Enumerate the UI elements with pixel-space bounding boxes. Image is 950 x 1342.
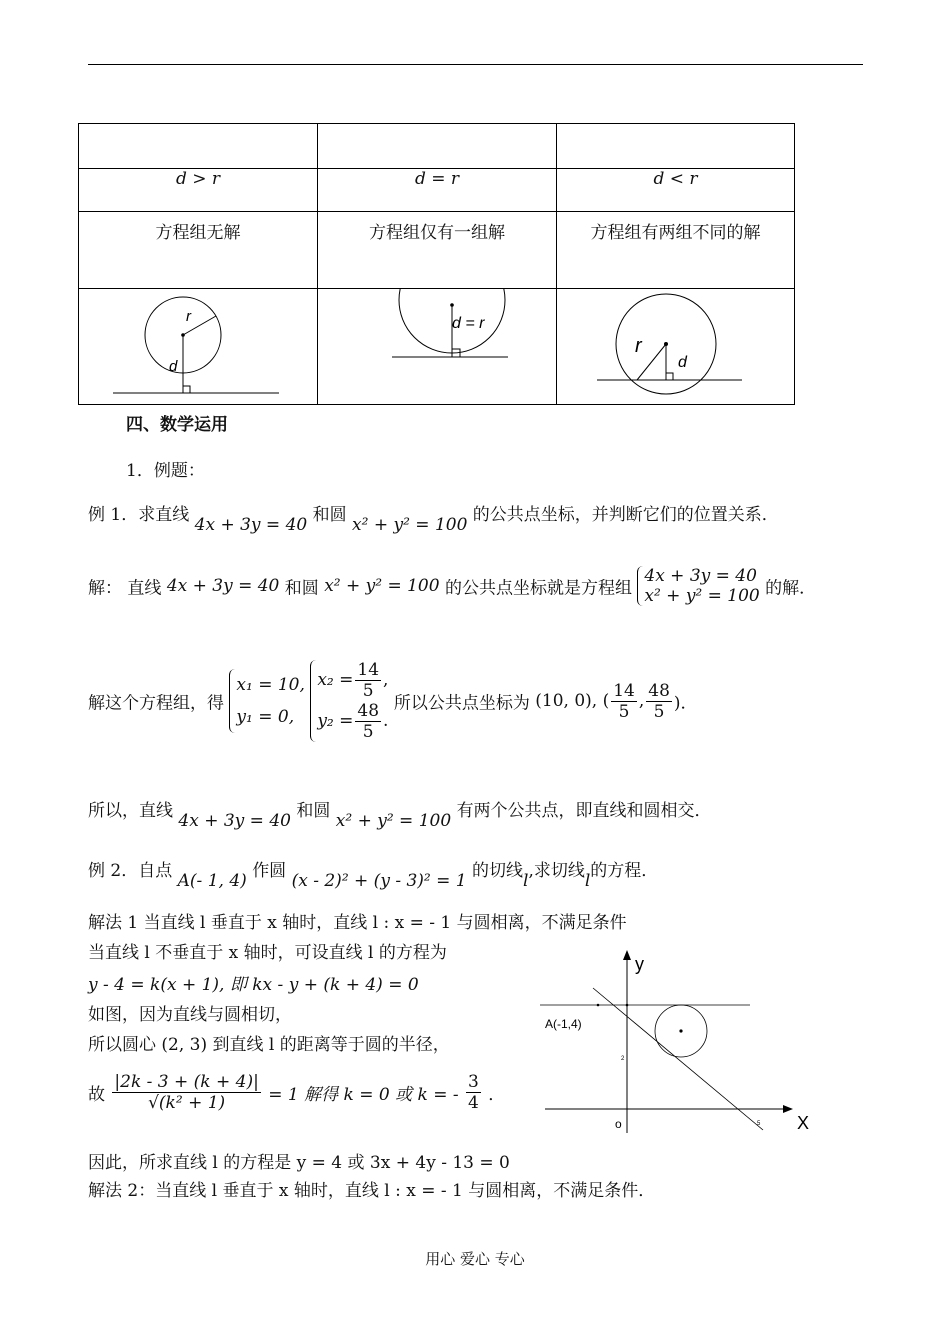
relation-d-lt-r: d < r (557, 169, 795, 212)
method-1-line-2: 当直线 l 不垂直于 x 轴时，可设直线 l 的方程为 (88, 943, 447, 963)
method-1-line-5: 所以圆心 (2, 3) 到直线 l 的距离等于圆的半径， (88, 1035, 450, 1055)
circle-intersect-figure (557, 289, 794, 400)
solution-none: 方程组无解 (79, 212, 318, 289)
example-2: 例 2．自点 A(- 1, 4) 作圆 (x - 2)² + (y - 3)² = 1 的切线l,求切线l的方程． (88, 861, 659, 891)
solution-one: 方程组仅有一组解 (318, 212, 557, 289)
svg-text:2: 2 (621, 1056, 625, 1062)
figure-tangent (318, 289, 557, 405)
solution-1-result: 解这个方程组，得 x₁ = 10, y₁ = 0, x₂ = $\frac{14}{5}$ , y₂ = $\frac{48}{5}$ . 所以公共点坐标为 (10, 0), ( $\frac{14}{5}$ , $\frac{48}{5}$ )． (88, 660, 698, 742)
page-footer: 用心 爱心 专心 (425, 1250, 525, 1268)
method-1-line-1: 解法 1 当直线 l 垂直于 x 轴时，直线 l : x = - 1 与圆相离，不满足条件 (88, 913, 627, 933)
section-title: 四、数学运用 (126, 415, 228, 435)
table-cell (79, 124, 318, 169)
svg-text:d: d (678, 354, 687, 371)
circle-separate-figure (79, 289, 317, 400)
relation-d-gt-r: d > r (79, 169, 318, 212)
svg-text:r: r (186, 308, 191, 325)
solution-set-1: x₁ = 10, y₁ = 0, (229, 669, 305, 733)
svg-text:X: X (797, 1113, 810, 1133)
relation-d-eq-r: d = r (318, 169, 557, 212)
method-1-line-4: 如图，因为直线与圆相切， (88, 1005, 292, 1025)
solution-1-intro: 解： 直线 4x + 3y = 40 和圆 x² + y² = 100 的公共点坐标就是方程组 4x + 3y = 40 x² + y² = 100 的解． (88, 566, 817, 606)
figure-intersect (557, 289, 795, 405)
svg-text:d: d (169, 358, 178, 375)
svg-text:r: r (635, 335, 642, 357)
method-2-line-1: 解法 2：当直线 l 垂直于 x 轴时，直线 l : x = - 1 与圆相离，不满足条件． (88, 1181, 656, 1201)
subtitle: 1．例题： (126, 461, 205, 481)
comparison-table (78, 123, 795, 405)
example-1: 例 1．求直线 4x + 3y = 40 和圆 x² + y² = 100 的公共点坐标，并判断它们的位置关系． (88, 505, 779, 535)
solution-1-conclusion: 所以，直线 4x + 3y = 40 和圆 x² + y² = 100 有两个公共点，即直线和圆相交． (88, 801, 712, 831)
solution-set-2: x₂ = $\frac{14}{5}$ , y₂ = $\frac{48}{5}$ . (310, 660, 388, 742)
method-1-line-7: 因此，所求直线 l 的方程是 y = 4 或 3x + 4y - 13 = 0 (88, 1153, 510, 1173)
method-1-line-3: y - 4 = k(x + 1), 即 kx - y + (k + 4) = 0 (88, 975, 419, 995)
circle-tangent-figure (318, 289, 556, 400)
table-cell (318, 124, 557, 169)
figure-separate (79, 289, 318, 405)
method-1-line-6: 故 $\frac{|2k - 3 + (k + 4)|}{\text{√(k² + 1)}}$ = 1 解得 k = 0 或 k = - $\frac{3}{4}$ ． (88, 1072, 506, 1113)
svg-text:5: 5 (757, 1121, 761, 1127)
table-cell (557, 124, 795, 169)
equation-system: 4x + 3y = 40 x² + y² = 100 (637, 566, 759, 606)
solution-two: 方程组有两组不同的解 (557, 212, 795, 289)
header-rule (88, 64, 863, 65)
svg-text:y: y (635, 954, 644, 974)
svg-text:o: o (615, 1117, 622, 1131)
tangent-graph (535, 948, 820, 1138)
svg-text:A(-1,4): A(-1,4) (545, 1017, 582, 1031)
svg-text:d = r: d = r (452, 315, 485, 332)
